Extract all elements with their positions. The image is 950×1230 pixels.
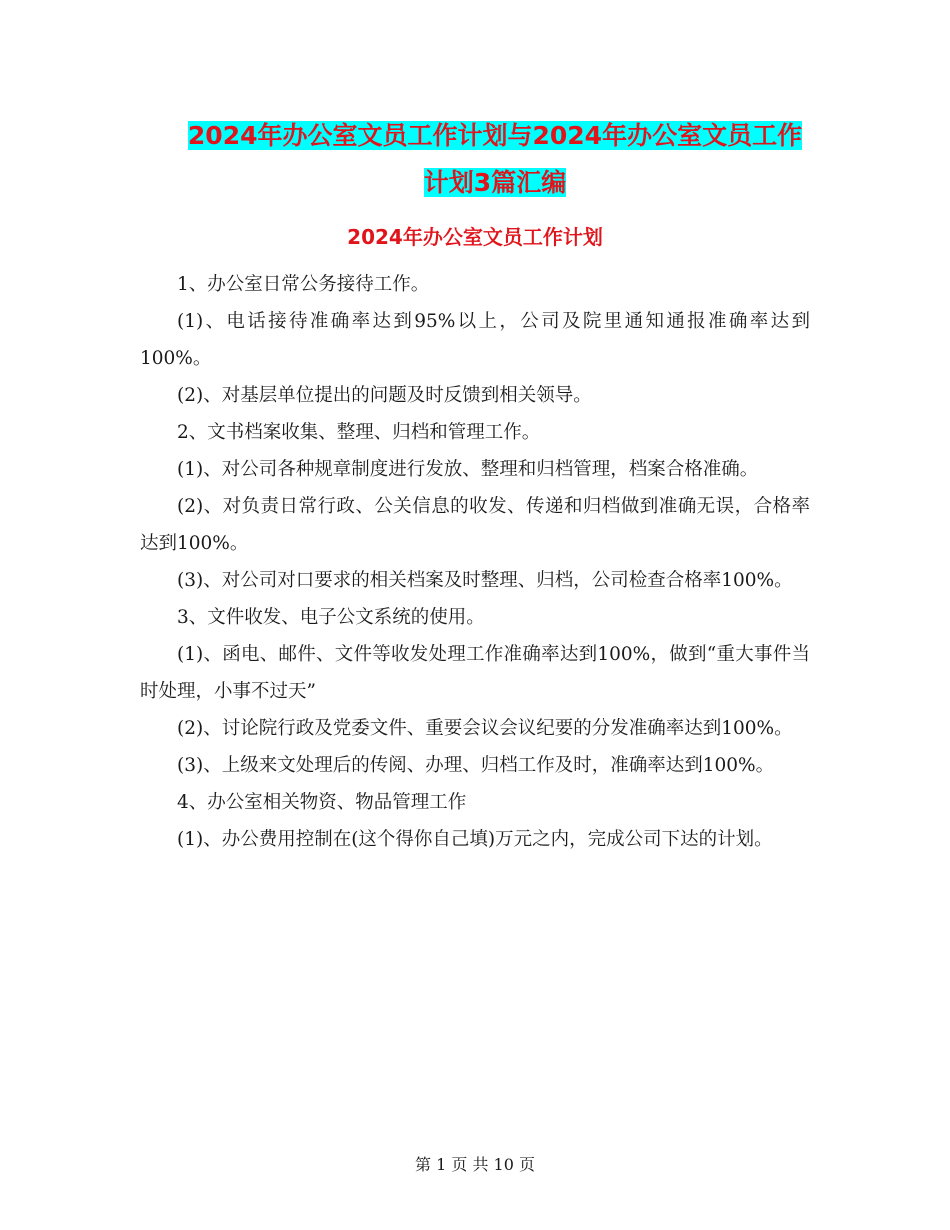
title-line-2: 计划3篇汇编 [423, 168, 567, 197]
section-title: 2024年办公室文员工作计划 [347, 225, 603, 249]
paragraph: (1)、对公司各种规章制度进行发放、整理和归档管理，档案合格准确。 [177, 459, 759, 480]
paragraph: (3)、对公司对口要求的相关档案及时整理、归档，公司检查合格率100%。 [177, 570, 793, 591]
paragraph: (1)、办公费用控制在(这个得你自己填)万元之内，完成公司下达的计划。 [177, 829, 773, 850]
paragraph: 3、文件收发、电子公文系统的使用。 [177, 607, 485, 628]
paragraph: (2)、讨论院行政及党委文件、重要会议会议纪要的分发准确率达到100%。 [177, 718, 793, 739]
paragraph: 2、文书档案收集、整理、归档和管理工作。 [177, 422, 541, 443]
paragraph: (2)、对负责日常行政、公关信息的收发、传递和归档做到准确无误，合格率达到100%。 [140, 496, 810, 554]
paragraph: (2)、对基层单位提出的问题及时反馈到相关领导。 [177, 385, 592, 406]
paragraph: (3)、上级来文处理后的传阅、办理、归档工作及时，准确率达到100%。 [177, 755, 775, 776]
document-body [140, 266, 810, 858]
title-line-1: 2024年办公室文员工作计划与2024年办公室文员工作 [187, 121, 803, 150]
document-title [140, 112, 850, 206]
page-footer: 第 1 页 共 10 页 [415, 1155, 535, 1174]
paragraph: (1)、函电、邮件、文件等收发处理工作准确率达到100%，做到“重大事件当时处理，小事不过天” [140, 644, 810, 702]
paragraph: 1、办公室日常公务接待工作。 [177, 274, 430, 295]
paragraph: 4、办公室相关物资、物品管理工作 [177, 792, 467, 813]
paragraph: (1)、电话接待准确率达到95%以上，公司及院里通知通报准确率达到100%。 [140, 311, 810, 369]
